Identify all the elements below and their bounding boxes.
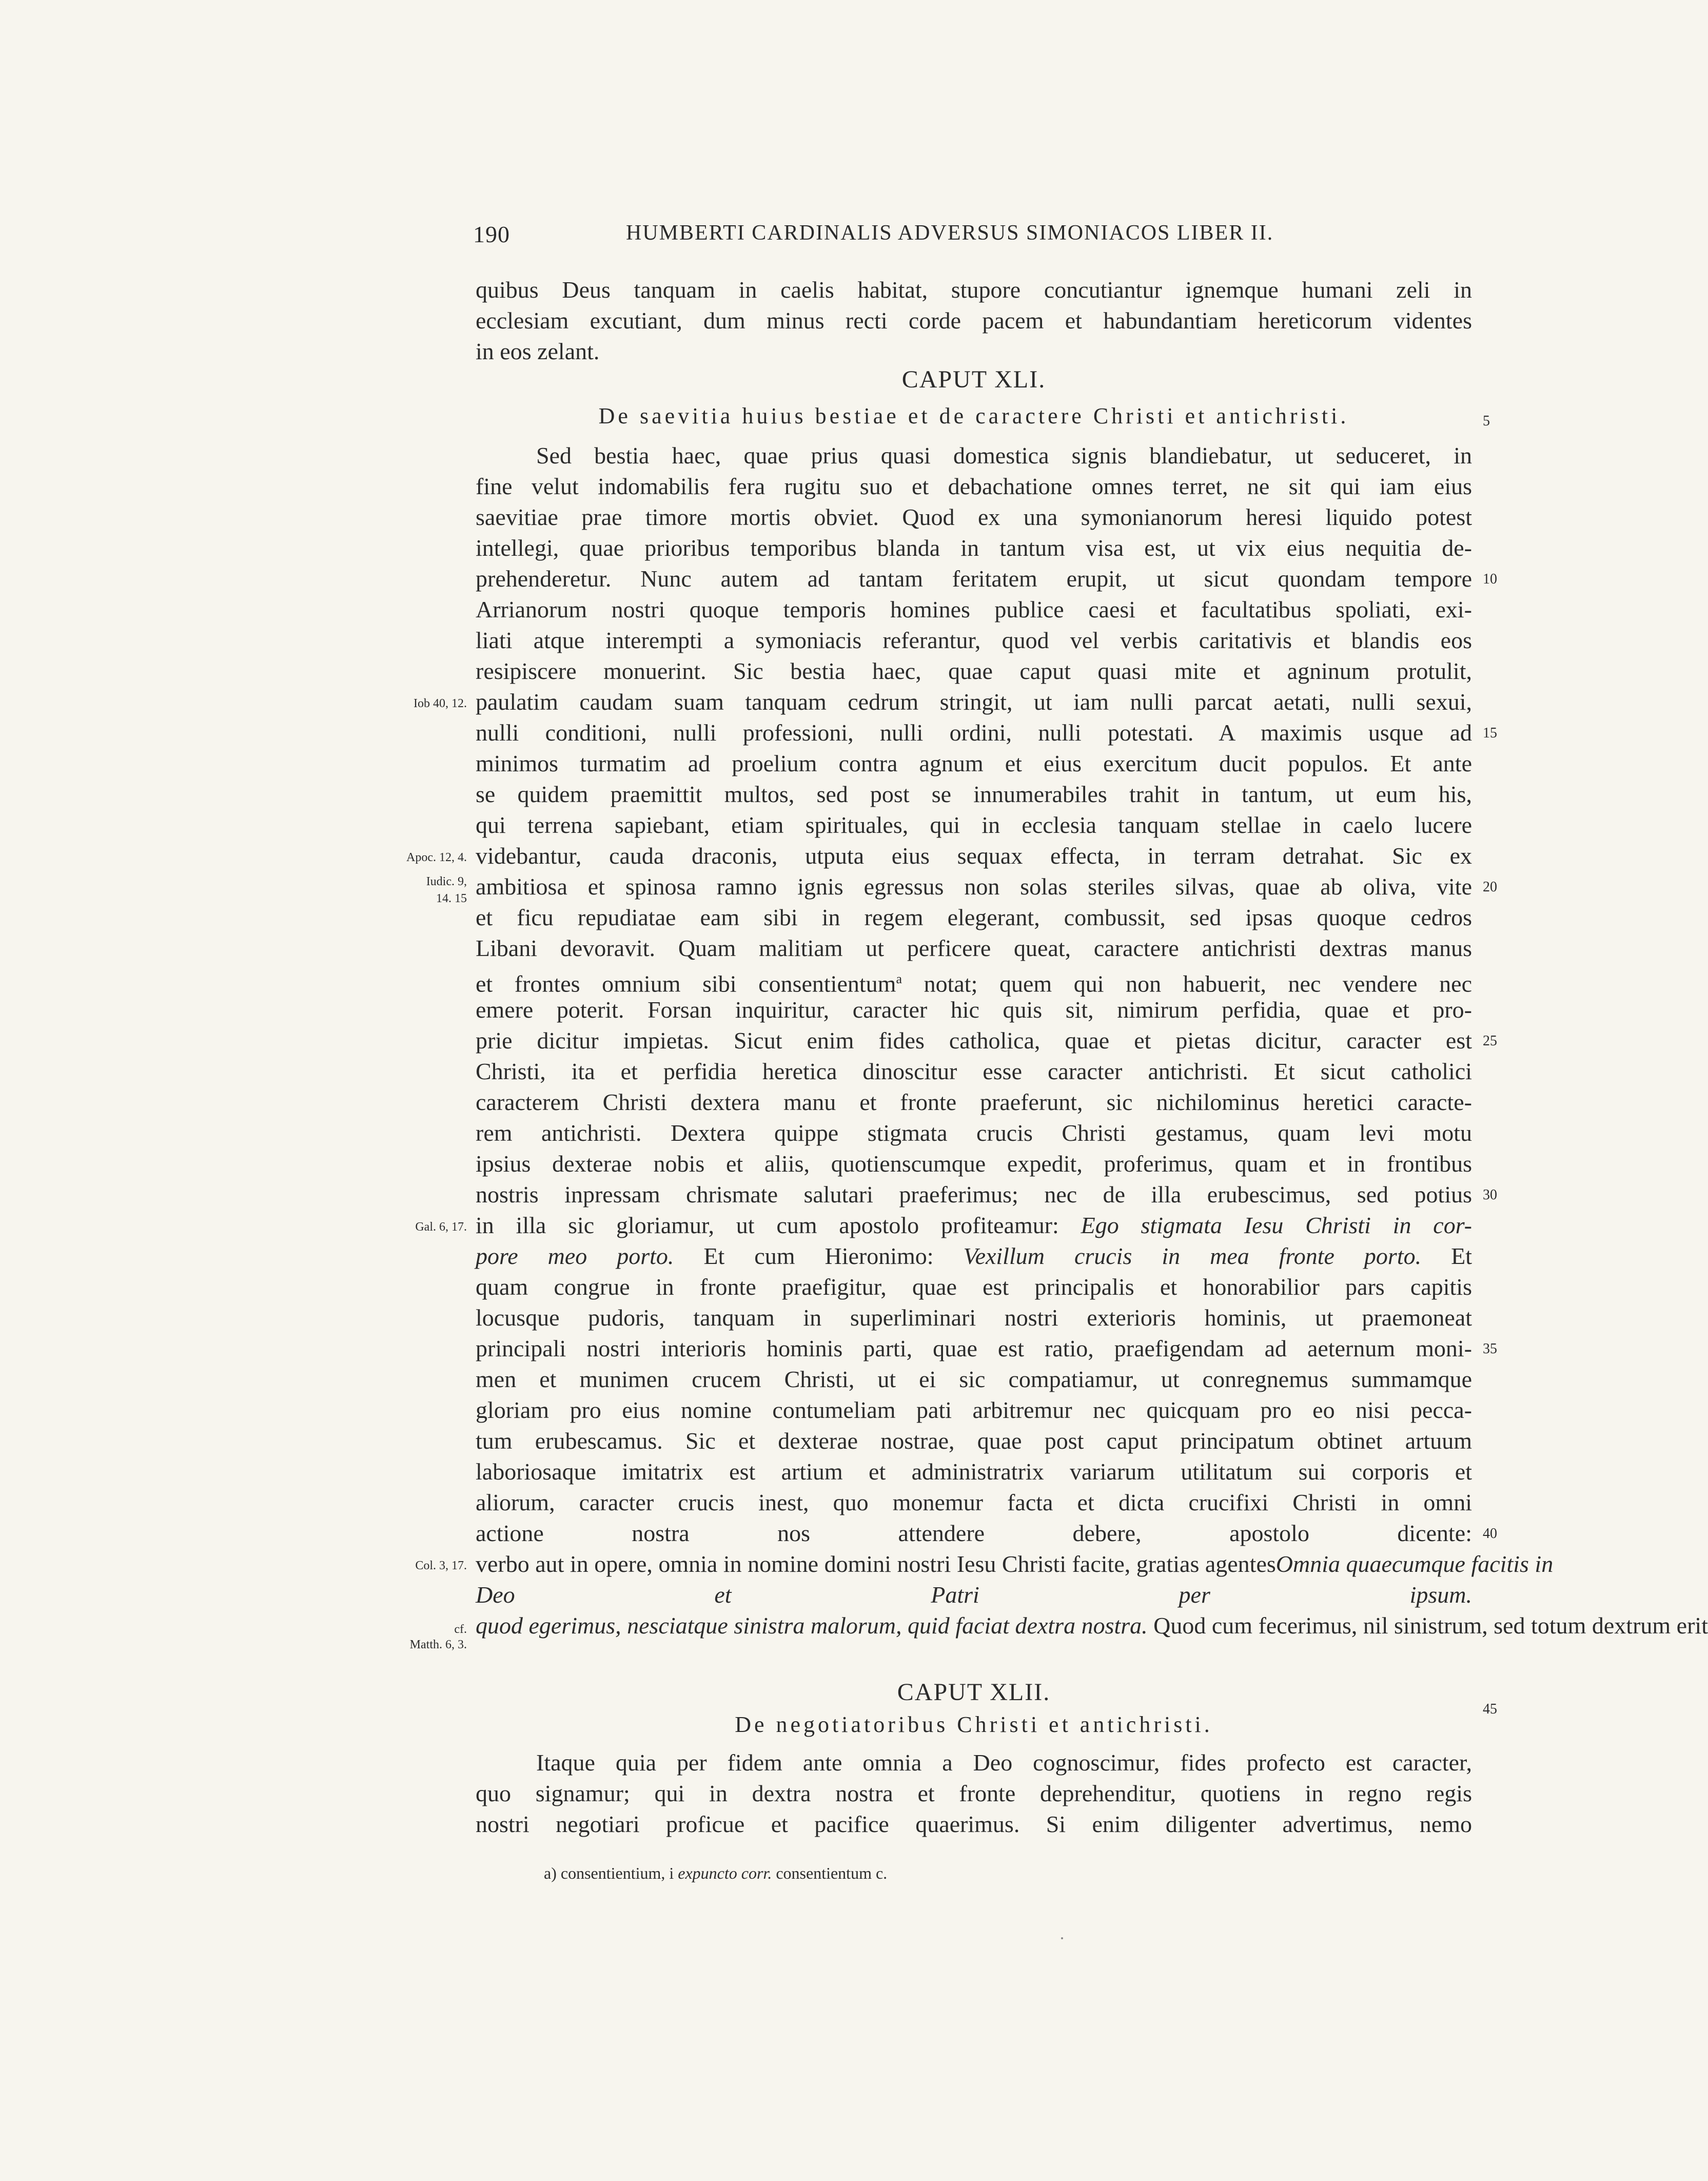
line-number: 10 [1483, 571, 1497, 587]
text-line: saevitiae prae timore mortis obviet. Quod ex una symonianorum heresi liquido potest [476, 504, 1472, 530]
text-line: locusque pudoris, tanquam in superliminari nostri exterioris hominis, ut praemoneat [476, 1304, 1472, 1331]
text-line [476, 1549, 1554, 1580]
text-line: minimos turmatim ad proelium contra agnum et eius exercitum ducit populos. Et ante [476, 750, 1472, 776]
footnote-marker: a) [544, 1864, 557, 1882]
text-line [476, 1210, 1472, 1241]
margin-ref: Matth. 6, 3. [409, 1638, 467, 1651]
margin-ref: 14. 15 [436, 892, 467, 905]
text-line: aliorum, caracter crucis inest, quo monemur facta et dicta crucifixi Christi in omni [476, 1489, 1472, 1515]
text-line: actione nostra nos attendere debere, apostolo dicente: [476, 1520, 1472, 1546]
text-line: quo signamur; qui in dextra nostra et fronte deprehenditur, quotiens in regno regis [476, 1780, 1472, 1806]
line-segment: notat; quem qui non habuerit, nec vendere nec [901, 970, 1473, 997]
text-line: nulli conditioni, nulli professioni, nulli ordini, nulli potestati. A maximis usque ad [476, 719, 1472, 746]
quotation: Deo et Patri per ipsum. [476, 1582, 1472, 1608]
text-line: paulatim caudam suam tanquam cedrum stringit, ut iam nulli parcat aetati, nulli sexui, [476, 689, 1472, 715]
quotation: quod egerimus, nesciatque sinistra malorum, quid faciat dextra nostra. [476, 1612, 1148, 1639]
chapter-title: CAPUT XLI. [901, 366, 1046, 393]
text-line: resipiscere monuerint. Sic bestia haec, quae caput quasi mite et agninum protulit, [476, 658, 1472, 684]
text-line: fine velut indomabilis fera rugitu suo et debachatione omnes terret, ne sit qui iam eius [476, 473, 1472, 499]
text-line: principali nostri interioris hominis parti, quae est ratio, praefigendam ad aeternum moni- [476, 1335, 1472, 1361]
text-line: nostris inpressam chrismate salutari praeferimus; nec de illa erubescimus, sed potius [476, 1181, 1472, 1208]
text-line: quam congrue in fronte praefigitur, quae est principalis et honorabilior pars capitis [476, 1274, 1472, 1300]
text-line: Sed bestia haec, quae prius quasi domestica signis blandiebatur, ut seduceret, in [536, 442, 1472, 469]
footnote-text: consentientium, i [556, 1864, 678, 1882]
text-line: tum erubescamus. Sic et dexterae nostrae, quae post caput principatum obtinet artuum [476, 1428, 1472, 1454]
quotation: Omnia quaecumque facitis in [1275, 1551, 1554, 1577]
line-segment: verbo aut in opere, omnia in nomine domini nostri Iesu Christi facite, gratias agentes [476, 1551, 1276, 1577]
text-line: ecclesiam excutiant, dum minus recti corde pacem et habundantiam hereticorum videntes [476, 307, 1472, 334]
line-number: 45 [1483, 1701, 1497, 1717]
text-line: gloriam pro eius nomine contumeliam pati arbitremur nec quicquam pro eo nisi pecca- [476, 1397, 1472, 1423]
line-segment: in illa sic gloriamur, ut cum apostolo profiteamur: [476, 1212, 1081, 1238]
page-number: 190 [473, 221, 510, 247]
margin-ref: Apoc. 12, 4. [406, 851, 467, 864]
text-line [476, 1580, 1472, 1610]
text-line: Arrianorum nostri quoque temporis homines publice caesi et facultatibus spoliati, exi- [476, 596, 1472, 622]
text-line: Christi, ita et perfidia heretica dinoscitur esse caracter antichristi. Et sicut catholici [476, 1058, 1472, 1084]
chapter-subtitle: De negotiatoribus Christi et antichristi. [735, 1712, 1213, 1737]
footnote-text: consentientum c. [772, 1864, 888, 1882]
text-line: ipsius dexterae nobis et aliis, quotienscumque expedit, proferimus, quam et in frontibus [476, 1151, 1472, 1177]
stray-mark [1061, 1937, 1063, 1939]
text-line: nostri negotiari proficue et pacifice quaerimus. Si enim diligenter advertimus, nemo [476, 1811, 1472, 1837]
text-line: rem antichristi. Dextera quippe stigmata crucis Christi gestamus, quam levi motu [476, 1120, 1472, 1146]
text-line [476, 1241, 1472, 1272]
chapter-subtitle: De saevitia huius bestiae et de caractere Christi et antichristi. [598, 403, 1349, 429]
margin-ref: cf. [454, 1623, 467, 1636]
quotation: Ego stigmata Iesu Christi in cor- [1081, 1212, 1472, 1238]
line-number: 5 [1483, 413, 1490, 429]
line-number: 15 [1483, 725, 1497, 741]
text-line: liati atque interempti a symoniacis referantur, quod vel verbis caritativis et blandis eos [476, 627, 1472, 653]
quotation: pore meo porto. [476, 1243, 674, 1269]
chapter-title: CAPUT XLII. [897, 1679, 1051, 1706]
line-segment: Et cum Hieronimo: [674, 1243, 964, 1269]
line-segment: Quod cum fecerimus, nil sinistrum, sed totum dextrum erit [1147, 1612, 1708, 1639]
text-line: caracterem Christi dextera manu et fronte praeferunt, sic nichilominus heretici caracte- [476, 1089, 1472, 1115]
text-line: laboriosaque imitatrix est artium et administratrix variarum utilitatum sui corporis et [476, 1458, 1472, 1485]
margin-ref: Iob 40, 12. [414, 697, 467, 710]
text-line: et ficu repudiatae eam sibi in regem elegerant, combussit, sed ipsas quoque cedros [476, 904, 1472, 930]
text-line: se quidem praemittit multos, sed post se innumerabiles trahit in tantum, ut eum his, [476, 781, 1472, 807]
line-segment: et frontes omnium sibi consentientum [476, 970, 896, 997]
text-line: quibus Deus tanquam in caelis habitat, stupore concutiantur ignemque humani zeli in [476, 277, 1472, 303]
line-number: 40 [1483, 1526, 1497, 1542]
text-line [476, 964, 1472, 995]
text-line: in eos zelant. [476, 338, 600, 364]
line-segment: Et [1421, 1243, 1472, 1269]
line-number: 25 [1483, 1033, 1497, 1049]
footnote-text: expuncto corr. [678, 1864, 772, 1882]
line-number: 20 [1483, 879, 1497, 895]
footnote [544, 1864, 887, 1883]
text-line: intellegi, quae prioribus temporibus blanda in tantum visa est, ut vix eius nequitia de- [476, 535, 1472, 561]
text-line: Itaque quia per fidem ante omnia a Deo cognoscimur, fides profecto est caracter, [536, 1749, 1472, 1776]
text-line: prehenderetur. Nunc autem ad tantam feritatem erupit, ut sicut quondam tempore [476, 566, 1472, 592]
text-line: videbantur, cauda draconis, utputa eius sequax effecta, in terram detrahat. Sic ex [476, 843, 1472, 869]
footnote-marker: a [896, 971, 902, 986]
text-line: Libani devoravit. Quam malitiam ut perficere queat, caractere antichristi dextras manus [476, 935, 1472, 961]
quotation: Vexillum crucis in mea fronte porto. [963, 1243, 1422, 1269]
line-number: 30 [1483, 1187, 1497, 1203]
text-line: qui terrena sapiebant, etiam spirituales, qui in ecclesia tanquam stellae in caelo lucere [476, 812, 1472, 838]
text-line: emere poterit. Forsan inquiritur, caracter hic quis sit, nimirum perfidia, quae et pro- [476, 997, 1472, 1023]
margin-ref: Col. 3, 17. [415, 1559, 467, 1572]
text-line: prie dicitur impietas. Sicut enim fides catholica, quae et pietas dicitur, caracter est [476, 1027, 1472, 1054]
margin-ref: Gal. 6, 17. [415, 1220, 467, 1234]
text-line: ambitiosa et spinosa ramno ignis egressus non solas steriles silvas, quae ab oliva, vite [476, 873, 1472, 900]
margin-ref: Iudic. 9, [426, 875, 467, 888]
running-head: HUMBERTI CARDINALIS ADVERSUS SIMONIACOS LIBER II. [626, 221, 1274, 245]
text-line: men et munimen crucem Christi, ut ei sic compatiamur, ut conregnemus summamque [476, 1366, 1472, 1392]
line-number: 35 [1483, 1341, 1497, 1357]
text-line [476, 1631, 1472, 1662]
